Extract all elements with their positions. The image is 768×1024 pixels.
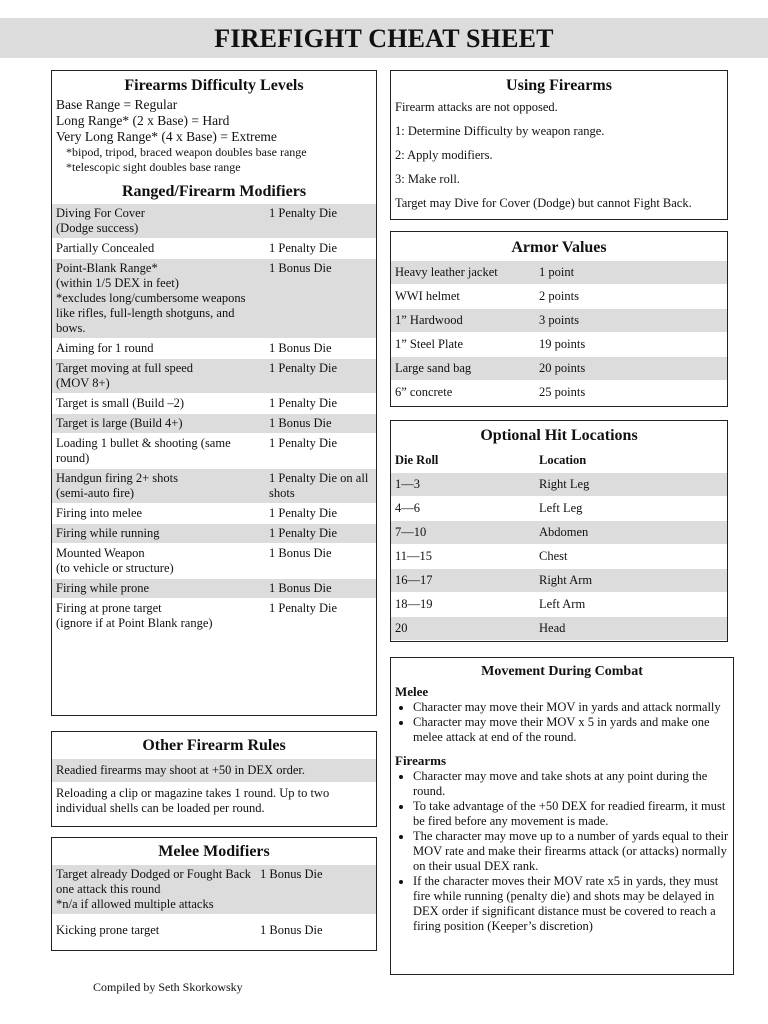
modifier-condition: Mounted Weapon (to vehicle or structure)	[52, 544, 265, 579]
modifier-effect: 1 Penalty Die	[265, 504, 376, 524]
modifier-effect: 1 Bonus Die	[265, 259, 376, 339]
difficulty-line: Very Long Range* (4 x Base) = Extreme	[56, 129, 277, 144]
modifier-effect: 1 Penalty Die	[265, 434, 376, 469]
modifier-effect: 1 Penalty Die	[265, 359, 376, 394]
modifier-effect: 1 Penalty Die	[265, 239, 376, 259]
die-roll: 18—19	[391, 593, 535, 617]
table-row	[52, 394, 376, 414]
table-row	[52, 579, 376, 599]
movement-melee-list	[391, 700, 733, 745]
using-line: Target may Dive for Cover (Dodge) but cannot Fight Back.	[395, 196, 692, 210]
modifier-effect: 1 Penalty Die	[265, 204, 376, 239]
table-row	[52, 524, 376, 544]
firearms-difficulty-panel	[51, 70, 377, 716]
using-firearms-panel	[390, 70, 728, 220]
ranged-heading: Ranged/Firearm Modifiers	[121, 183, 307, 200]
armor-table	[391, 261, 727, 404]
armor-item: WWI helmet	[391, 285, 535, 309]
armor-item: 1” Hardwood	[391, 309, 535, 333]
list-item: • The character may move up to a number of yards equal to their MOV rate and make their firearms attack (or attacks) normally on their usual DEX rank.	[413, 829, 733, 874]
list-item: • Character may move their MOV in yards and attack normally	[413, 700, 733, 715]
other-heading: Other Firearm Rules	[142, 737, 286, 754]
table-row	[52, 469, 376, 504]
modifier-condition: Firing into melee	[52, 504, 265, 524]
movement-heading: Movement During Combat	[481, 664, 643, 679]
table-row	[52, 544, 376, 579]
using-line: Firearm attacks are not opposed.	[395, 100, 558, 114]
hit-locations-table	[391, 449, 727, 640]
hit-location: Abdomen	[535, 521, 727, 545]
hit-locations-panel	[390, 420, 728, 642]
modifier-condition: Point-Blank Range* (within 1/5 DEX in feet) *excludes long/cumbersome weapons like rifles, full-length shotguns, and bows.	[52, 259, 265, 339]
movement-firearms-list	[391, 769, 733, 934]
modifier-effect: 1 Bonus Die	[265, 544, 376, 579]
die-roll: 16—17	[391, 569, 535, 593]
difficulty-note: *telescopic sight doubles base range	[66, 160, 241, 174]
modifier-effect: 1 Bonus Die	[265, 339, 376, 359]
melee-modifiers-panel	[51, 837, 377, 951]
other-rule: Reloading a clip or magazine takes 1 round. Up to two individual shells can be loaded per round.	[52, 783, 376, 820]
table-row	[391, 593, 727, 617]
modifier-condition: Target is large (Build 4+)	[52, 414, 265, 434]
table-row	[391, 285, 727, 309]
table-row	[391, 333, 727, 357]
using-line: 3: Make roll.	[395, 172, 460, 186]
die-roll: 4—6	[391, 497, 535, 521]
table-row	[52, 414, 376, 434]
difficulty-line: Base Range = Regular	[56, 97, 178, 112]
difficulty-line: Long Range* (2 x Base) = Hard	[56, 113, 230, 128]
modifier-effect: 1 Penalty Die	[265, 599, 376, 634]
using-heading: Using Firearms	[506, 77, 612, 94]
die-roll-header: Die Roll	[395, 453, 439, 467]
page-title: FIREFIGHT CHEAT SHEET	[0, 18, 768, 58]
hit-heading: Optional Hit Locations	[480, 427, 638, 444]
modifier-condition: Target is small (Build –2)	[52, 394, 265, 414]
table-row	[52, 359, 376, 394]
armor-item: Heavy leather jacket	[391, 261, 535, 285]
table-row	[52, 434, 376, 469]
location-header: Location	[539, 453, 587, 467]
hit-location: Head	[535, 617, 727, 641]
modifier-effect: 1 Bonus Die	[265, 414, 376, 434]
modifier-effect: 1 Penalty Die on all shots	[265, 469, 376, 504]
modifier-condition: Firing while running	[52, 524, 265, 544]
table-row	[52, 915, 376, 941]
melee-condition: Kicking prone target	[52, 915, 256, 941]
modifier-condition: Loading 1 bullet & shooting (same round)	[52, 434, 265, 469]
table-row	[391, 309, 727, 333]
modifier-effect: 1 Bonus Die	[265, 579, 376, 599]
melee-effect: 1 Bonus Die	[256, 915, 376, 941]
melee-heading: Melee Modifiers	[158, 843, 270, 860]
hit-location: Chest	[535, 545, 727, 569]
modifier-condition: Target moving at full speed (MOV 8+)	[52, 359, 265, 394]
movement-melee-label: Melee	[395, 684, 429, 699]
table-row	[391, 261, 727, 285]
armor-value: 2 points	[535, 285, 727, 309]
armor-values-panel	[390, 231, 728, 407]
table-header-row	[391, 449, 727, 473]
table-row	[391, 473, 727, 497]
table-row	[391, 545, 727, 569]
list-item: • To take advantage of the +50 DEX for readied firearm, it must be fired before any movement is made.	[413, 799, 733, 829]
hit-location: Right Leg	[535, 473, 727, 497]
table-row	[391, 357, 727, 381]
table-row	[391, 381, 727, 405]
table-row	[52, 865, 376, 915]
modifier-condition: Firing while prone	[52, 579, 265, 599]
melee-condition: Target already Dodged or Fought Back one attack this round *n/a if allowed multiple attacks	[52, 865, 256, 915]
die-roll: 11—15	[391, 545, 535, 569]
table-row	[391, 521, 727, 545]
die-roll: 20	[391, 617, 535, 641]
die-roll: 1—3	[391, 473, 535, 497]
difficulty-heading: Firearms Difficulty Levels	[124, 77, 304, 94]
compiled-by: Compiled by Seth Skorkowsky	[93, 980, 243, 994]
armor-item: 6” concrete	[391, 381, 535, 405]
table-row	[391, 497, 727, 521]
armor-item: Large sand bag	[391, 357, 535, 381]
using-line: 1: Determine Difficulty by weapon range.	[395, 124, 605, 138]
melee-modifiers-table	[52, 865, 376, 940]
list-item: • Character may move and take shots at any point during the round.	[413, 769, 733, 799]
movement-panel	[390, 657, 734, 975]
table-row	[52, 599, 376, 634]
table-row	[52, 504, 376, 524]
table-row	[52, 204, 376, 239]
table-row	[52, 239, 376, 259]
armor-item: 1” Steel Plate	[391, 333, 535, 357]
table-row	[52, 259, 376, 339]
armor-value: 20 points	[535, 357, 727, 381]
other-rules-table	[52, 759, 376, 819]
modifier-condition: Firing at prone target (ignore if at Point Blank range)	[52, 599, 265, 634]
hit-location: Left Arm	[535, 593, 727, 617]
armor-value: 19 points	[535, 333, 727, 357]
die-roll: 7—10	[391, 521, 535, 545]
table-row	[391, 569, 727, 593]
other-rules-panel	[51, 731, 377, 827]
armor-value: 1 point	[535, 261, 727, 285]
modifier-effect: 1 Penalty Die	[265, 394, 376, 414]
using-line: 2: Apply modifiers.	[395, 148, 493, 162]
ranged-modifiers-table	[52, 204, 376, 633]
table-row	[391, 617, 727, 641]
other-rule: Readied firearms may shoot at +50 in DEX order.	[52, 759, 376, 783]
armor-value: 25 points	[535, 381, 727, 405]
modifier-condition: Partially Concealed	[52, 239, 265, 259]
difficulty-note: *bipod, tripod, braced weapon doubles base range	[66, 145, 307, 159]
movement-firearms-label: Firearms	[395, 753, 447, 768]
melee-effect: 1 Bonus Die	[256, 865, 376, 915]
hit-location: Left Leg	[535, 497, 727, 521]
modifier-condition: Aiming for 1 round	[52, 339, 265, 359]
hit-location: Right Arm	[535, 569, 727, 593]
list-item: • If the character moves their MOV rate x5 in yards, they must fire while running (penalty die) and shots may be delayed in DEX order if significant distance must be covered to reach a firing position (Keeper’s discretion)	[413, 874, 733, 934]
armor-value: 3 points	[535, 309, 727, 333]
modifier-effect: 1 Penalty Die	[265, 524, 376, 544]
list-item: • Character may move their MOV x 5 in yards and make one melee attack at end of the round.	[413, 715, 733, 745]
modifier-condition: Handgun firing 2+ shots (semi-auto fire)	[52, 469, 265, 504]
armor-heading: Armor Values	[511, 239, 607, 256]
table-row	[52, 339, 376, 359]
modifier-condition: Diving For Cover (Dodge success)	[52, 204, 265, 239]
